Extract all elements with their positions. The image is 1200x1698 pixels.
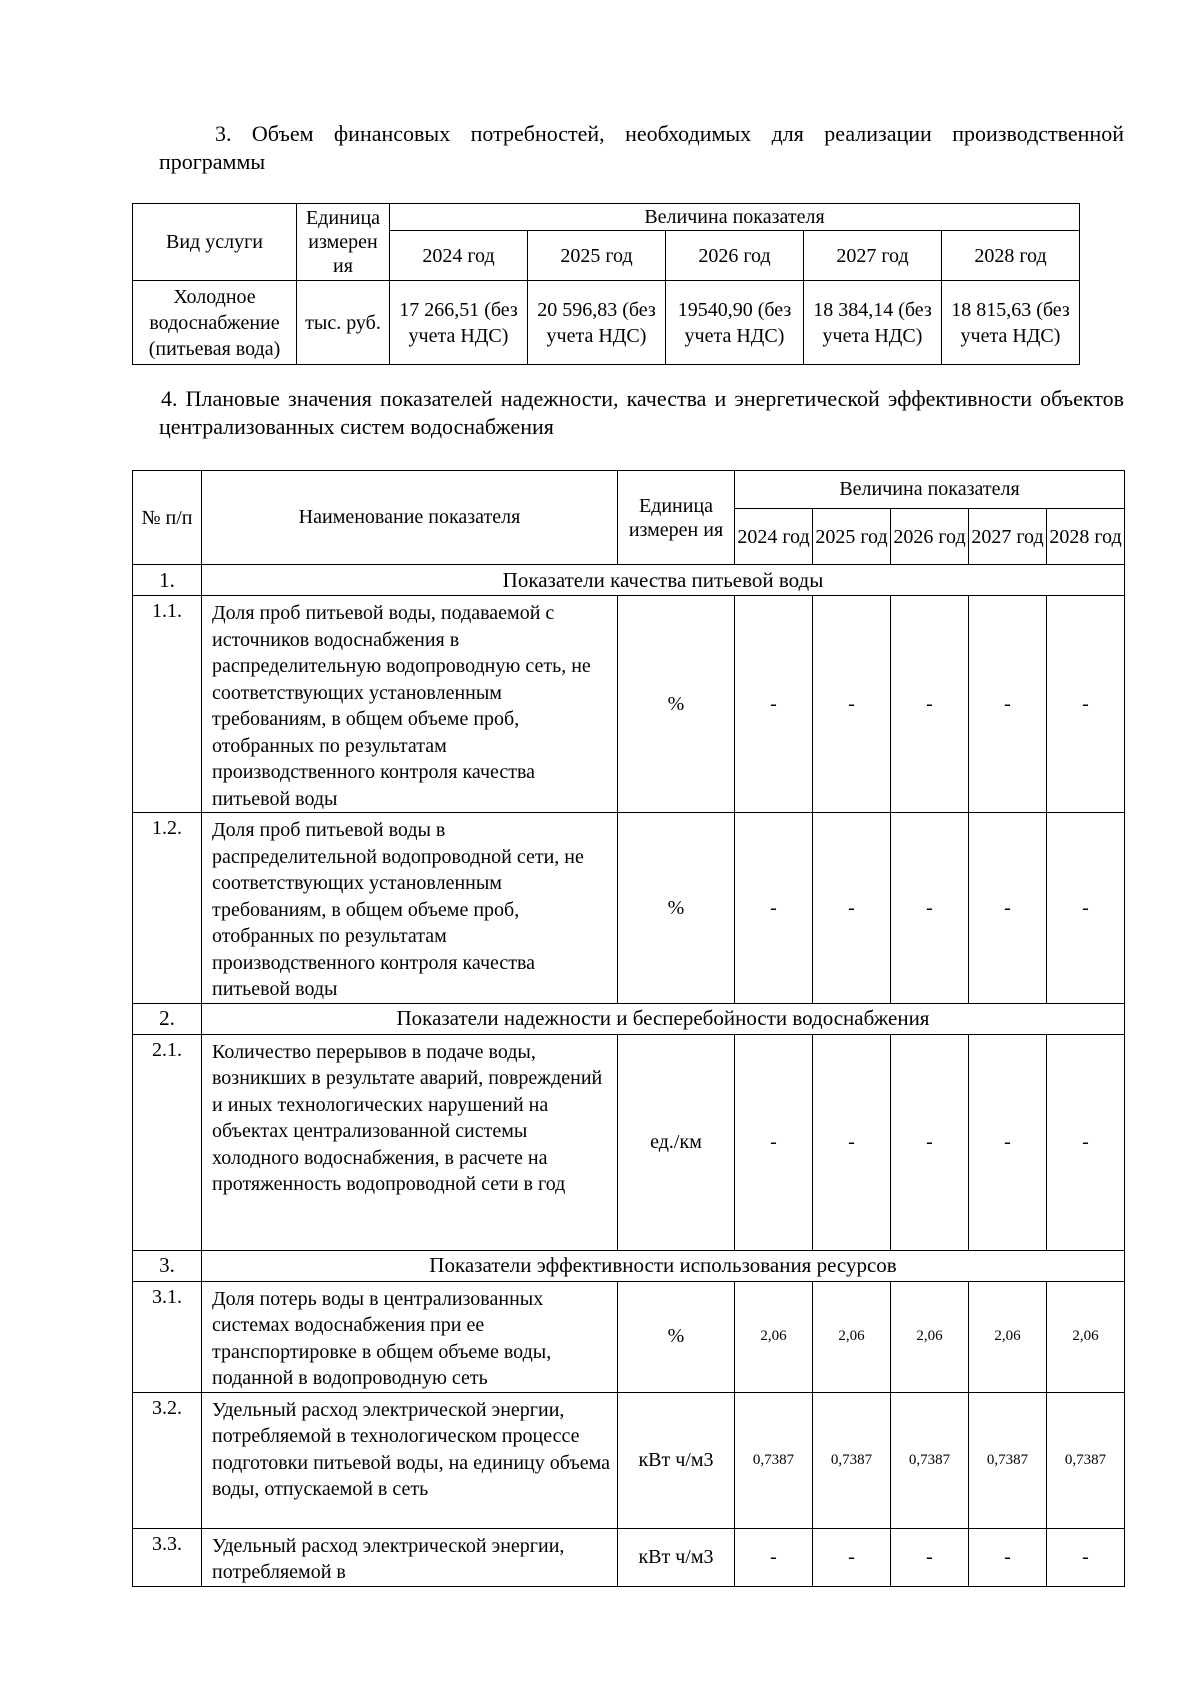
row-value: 2,06 bbox=[969, 1281, 1047, 1392]
header-year: 2028 год bbox=[1047, 509, 1125, 565]
section-num: 3. bbox=[133, 1250, 202, 1281]
section-4-heading bbox=[159, 385, 1124, 441]
row-unit: % bbox=[618, 596, 735, 813]
row-value: 0,7387 bbox=[1047, 1392, 1125, 1528]
row-name: Доля проб питьевой воды, подаваемой с источников водоснабжения в распределительную водопроводную сеть, не соответствующих установленным требованиям, в общем объеме проб, отобранных по результатам производственного контроля качества питьевой воды bbox=[202, 596, 618, 813]
header-unit: Единица измерен ия bbox=[297, 204, 390, 281]
row-num: 1.1. bbox=[133, 596, 202, 813]
row-value: - bbox=[891, 1034, 969, 1250]
section-num: 2. bbox=[133, 1003, 202, 1034]
row-value: - bbox=[735, 596, 813, 813]
row-value: 2,06 bbox=[891, 1281, 969, 1392]
row-num: 3.1. bbox=[133, 1281, 202, 1392]
header-year: 2027 год bbox=[804, 231, 942, 281]
row-value: 2,06 bbox=[813, 1281, 891, 1392]
row-value: - bbox=[891, 596, 969, 813]
row-name: Удельный расход электрической энергии, потребляемой в bbox=[202, 1528, 618, 1586]
row-value: - bbox=[813, 1034, 891, 1250]
row-value: - bbox=[735, 813, 813, 1004]
row-num: 2.1. bbox=[133, 1034, 202, 1250]
header-year: 2027 год bbox=[969, 509, 1047, 565]
header-name: Наименование показателя bbox=[202, 471, 618, 565]
header-year: 2025 год bbox=[813, 509, 891, 565]
row-unit: кВт ч/м3 bbox=[618, 1528, 735, 1586]
row-value: - bbox=[1047, 1528, 1125, 1586]
header-year: 2026 год bbox=[666, 231, 804, 281]
row-value: - bbox=[1047, 813, 1125, 1004]
row-value: - bbox=[735, 1528, 813, 1586]
section-4-number: 4. bbox=[161, 386, 178, 411]
row-value: 2,06 bbox=[735, 1281, 813, 1392]
row-unit: кВт ч/м3 bbox=[618, 1392, 735, 1528]
row-value: - bbox=[969, 1528, 1047, 1586]
row-num: 3.3. bbox=[133, 1528, 202, 1586]
indicators-table bbox=[132, 470, 1125, 1587]
row-value: - bbox=[891, 813, 969, 1004]
header-year: 2028 год bbox=[942, 231, 1080, 281]
section-title: Показатели качества питьевой воды bbox=[202, 565, 1125, 596]
row-value: 18 384,14 (без учета НДС) bbox=[804, 281, 942, 365]
row-value: 0,7387 bbox=[735, 1392, 813, 1528]
row-value: - bbox=[813, 813, 891, 1004]
row-name: Доля потерь воды в централизованных системах водоснабжения при ее транспортировке в общем объеме воды, поданной в водопроводную сеть bbox=[202, 1281, 618, 1392]
header-unit: Единица измерен ия bbox=[618, 471, 735, 565]
section-title: Показатели эффективности использования ресурсов bbox=[202, 1250, 1125, 1281]
row-service: Холодное водоснабжение (питьевая вода) bbox=[133, 281, 297, 365]
row-value: - bbox=[813, 1528, 891, 1586]
row-value: 0,7387 bbox=[969, 1392, 1047, 1528]
row-num: 3.2. bbox=[133, 1392, 202, 1528]
header-num: № п/п bbox=[133, 471, 202, 565]
row-unit: ед./км bbox=[618, 1034, 735, 1250]
row-value: - bbox=[813, 596, 891, 813]
row-value: 0,7387 bbox=[891, 1392, 969, 1528]
row-value: - bbox=[969, 813, 1047, 1004]
row-value: - bbox=[969, 1034, 1047, 1250]
row-unit: тыс. руб. bbox=[297, 281, 390, 365]
row-value: - bbox=[969, 596, 1047, 813]
row-value: 2,06 bbox=[1047, 1281, 1125, 1392]
row-name: Количество перерывов в подаче воды, возникших в результате аварий, повреждений и иных технологических нарушений на объектах централизованной системы холодного водоснабжения, в расчете на протяженность водопроводной сети в год bbox=[202, 1034, 618, 1250]
financial-needs-table bbox=[132, 203, 1080, 365]
header-service: Вид услуги bbox=[133, 204, 297, 281]
header-value: Величина показателя bbox=[735, 471, 1125, 509]
section-4-title: Плановые значения показателей надежности, качества и энергетической эффективности объектов централизованных систем водоснабжения bbox=[159, 386, 1124, 439]
row-value: 0,7387 bbox=[813, 1392, 891, 1528]
header-year: 2024 год bbox=[735, 509, 813, 565]
row-unit: % bbox=[618, 813, 735, 1004]
section-title: Показатели надежности и бесперебойности водоснабжения bbox=[202, 1003, 1125, 1034]
row-num: 1.2. bbox=[133, 813, 202, 1004]
row-value: - bbox=[891, 1528, 969, 1586]
header-year: 2025 год bbox=[528, 231, 666, 281]
row-value: - bbox=[735, 1034, 813, 1250]
row-value: 20 596,83 (без учета НДС) bbox=[528, 281, 666, 365]
row-name: Доля проб питьевой воды в распределительной водопроводной сети, не соответствующих установленным требованиям, в общем объеме проб, отобранных по результатам производственного контроля качества питьевой воды bbox=[202, 813, 618, 1004]
row-name: Удельный расход электрической энергии, потребляемой в технологическом процессе подготовки питьевой воды, на единицу объема воды, отпускаемой в сеть bbox=[202, 1392, 618, 1528]
row-unit: % bbox=[618, 1281, 735, 1392]
header-year: 2024 год bbox=[390, 231, 528, 281]
row-value: - bbox=[1047, 596, 1125, 813]
header-value: Величина показателя bbox=[390, 204, 1080, 231]
section-num: 1. bbox=[133, 565, 202, 596]
row-value: - bbox=[1047, 1034, 1125, 1250]
row-value: 17 266,51 (без учета НДС) bbox=[390, 281, 528, 365]
header-year: 2026 год bbox=[891, 509, 969, 565]
row-value: 18 815,63 (без учета НДС) bbox=[942, 281, 1080, 365]
section-3-heading: 3. Объем финансовых потребностей, необходимых для реализации производственной программы bbox=[159, 121, 1124, 174]
row-value: 19540,90 (без учета НДС) bbox=[666, 281, 804, 365]
